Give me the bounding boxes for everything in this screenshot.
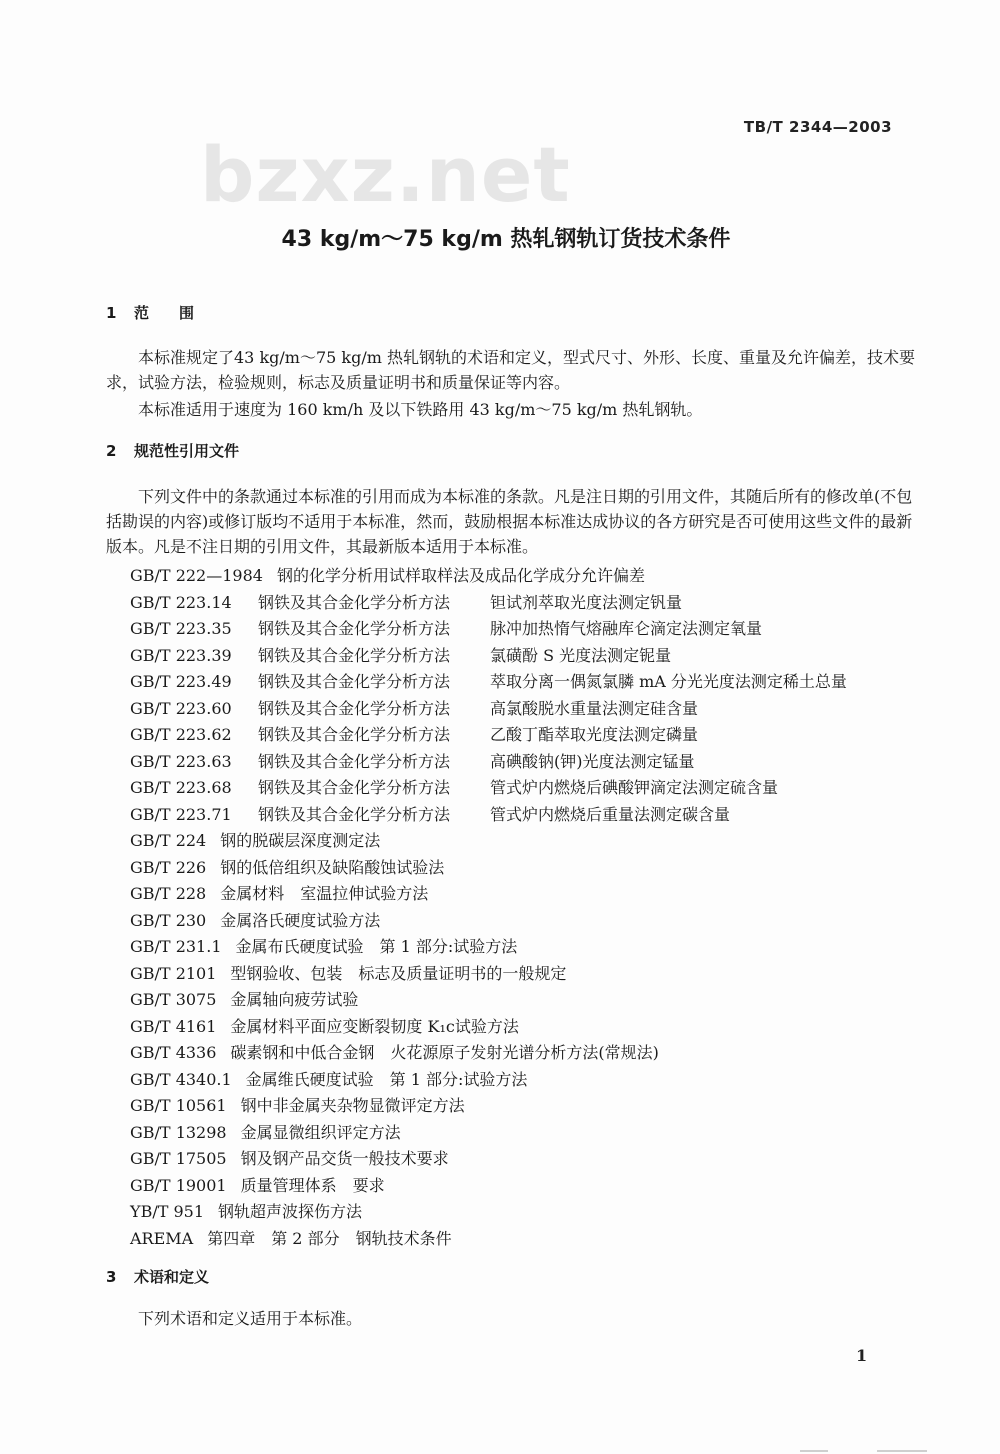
reference-code: YB/T 951 <box>130 1202 205 1221</box>
reference-code: GB/T 222—1984 <box>130 566 263 585</box>
reference-item <box>130 802 920 829</box>
reference-code: GB/T 226 <box>130 857 207 877</box>
section-title: 范 围 <box>134 304 195 322</box>
reference-item <box>130 1093 920 1120</box>
reference-subtitle: 氯磺酚 S 光度法测定铌量 <box>490 645 672 665</box>
reference-title: 钢的脱碳层深度测定法 <box>220 831 381 850</box>
section-number: 3 <box>106 1268 117 1286</box>
reference-item <box>130 1120 920 1147</box>
reference-item <box>130 749 920 776</box>
reference-title: 钢铁及其合金化学分析方法 <box>258 645 451 665</box>
reference-subtitle: 萃取分离一偶氮氯膦 mA 分光光度法测定稀土总量 <box>490 672 847 691</box>
reference-code: GB/T 223.14 <box>130 592 232 612</box>
reference-item <box>130 669 920 696</box>
reference-code: GB/T 223.35 <box>130 619 232 638</box>
reference-subtitle: 乙酸丁酯萃取光度法测定磷量 <box>490 725 699 744</box>
reference-code: GB/T 2101 <box>130 963 217 983</box>
reference-code: GB/T 223.63 <box>130 751 232 771</box>
section-heading-scope <box>106 302 194 323</box>
reference-code: GB/T 17505 <box>130 1149 227 1168</box>
reference-title: 钢的化学分析用试样取样法及成品化学成分允许偏差 <box>276 566 645 585</box>
reference-code: GB/T 223.68 <box>130 778 232 797</box>
reference-item <box>130 855 920 882</box>
page-number: 1 <box>856 1346 868 1365</box>
reference-code: GB/T 228 <box>130 884 207 903</box>
reference-subtitle: 钽试剂萃取光度法测定钒量 <box>490 592 683 612</box>
reference-subtitle: 高碘酸钠(钾)光度法测定锰量 <box>490 751 695 771</box>
reference-title: 金属洛氏硬度试验方法 <box>220 910 381 930</box>
reference-title: 钢轨超声波探伤方法 <box>218 1202 363 1221</box>
references-intro-paragraph: 下列文件中的条款通过本标准的引用而成为本标准的条款。凡是注日期的引用文件，其随后所有的修改单(不包括勘误的内容)或修订版均不适用于本标准，然而，鼓励根据本标准达成协议的各方研究是否可使用这些文件的最新版本。凡是不注日期的引用文件，其最新版本适用于本标准。 <box>106 487 913 556</box>
reference-item <box>130 616 920 643</box>
reference-title: 钢铁及其合金化学分析方法 <box>258 751 451 771</box>
reference-code: GB/T 223.39 <box>130 645 232 665</box>
reference-item <box>130 1040 920 1067</box>
reference-code: GB/T 19001 <box>130 1175 227 1195</box>
reference-item <box>130 722 920 749</box>
reference-item <box>130 881 920 908</box>
reference-title: 钢铁及其合金化学分析方法 <box>258 725 451 744</box>
reference-subtitle: 脉冲加热惰气熔融库仑滴定法测定氧量 <box>490 619 763 638</box>
reference-title: 钢及钢产品交货一般技术要求 <box>240 1149 449 1168</box>
reference-list <box>130 563 920 1252</box>
reference-item <box>130 961 920 988</box>
reference-item <box>130 775 920 802</box>
reference-title: 碳素钢和中低合金钢 火花源原子发射光谱分析方法(常规法) <box>230 1043 659 1062</box>
scope-paragraph-1: 本标准规定了43 kg/m～75 kg/m 热轧钢轨的术语和定义，型式尺寸、外形、长度、重量及允许偏差，技术要求，试验方法，检验规则，标志及质量证明书和质量保证等内容。 <box>106 348 915 392</box>
reference-item <box>130 908 920 935</box>
scan-artifact <box>800 1450 828 1452</box>
reference-item <box>130 590 920 617</box>
standard-code: TB/T 2344—2003 <box>743 118 892 136</box>
reference-item <box>130 1226 920 1253</box>
reference-title: 钢铁及其合金化学分析方法 <box>258 698 451 718</box>
reference-code: GB/T 230 <box>130 910 207 930</box>
reference-item <box>130 1146 920 1173</box>
document-title: 43 kg/m～75 kg/m 热轧钢轨订货技术条件 <box>281 227 731 252</box>
reference-title: 钢铁及其合金化学分析方法 <box>258 619 451 638</box>
reference-title: 钢铁及其合金化学分析方法 <box>258 804 451 824</box>
reference-code: GB/T 231.1 <box>130 937 222 956</box>
section-number: 2 <box>106 442 117 460</box>
reference-item <box>130 1067 920 1094</box>
reference-code: GB/T 223.49 <box>130 672 232 691</box>
reference-subtitle: 高氯酸脱水重量法测定硅含量 <box>490 698 699 718</box>
section-heading-terms-definitions <box>106 1266 209 1287</box>
reference-title: 金属布氏硬度试验 第 1 部分:试验方法 <box>235 937 518 956</box>
reference-title: 钢铁及其合金化学分析方法 <box>258 592 451 612</box>
reference-code: AREMA <box>130 1228 194 1248</box>
reference-item <box>130 643 920 670</box>
reference-item <box>130 934 920 961</box>
reference-title: 金属轴向疲劳试验 <box>230 990 359 1009</box>
reference-code: GB/T 4336 <box>130 1043 217 1062</box>
reference-item <box>130 828 920 855</box>
reference-item <box>130 563 920 590</box>
section-number: 1 <box>106 304 117 322</box>
reference-title: 金属材料平面应变断裂韧度 K₁c试验方法 <box>230 1016 519 1036</box>
reference-item <box>130 987 920 1014</box>
reference-title: 钢铁及其合金化学分析方法 <box>258 778 451 797</box>
scope-paragraph-2: 本标准适用于速度为 160 km/h 及以下铁路用 43 kg/m～75 kg/m 热轧钢轨。 <box>138 400 703 419</box>
reference-subtitle: 管式炉内燃烧后重量法测定碳含量 <box>490 804 731 824</box>
reference-item <box>130 1199 920 1226</box>
scan-artifact <box>877 1450 927 1452</box>
reference-code: GB/T 3075 <box>130 990 217 1009</box>
reference-title: 型钢验收、包装 标志及质量证明书的一般规定 <box>230 963 567 983</box>
reference-code: GB/T 4161 <box>130 1016 217 1036</box>
reference-code: GB/T 223.60 <box>130 698 232 718</box>
reference-title: 金属显微组织评定方法 <box>240 1122 401 1142</box>
reference-title: 金属材料 室温拉伸试验方法 <box>220 884 429 903</box>
reference-code: GB/T 223.62 <box>130 725 232 744</box>
terms-paragraph: 下列术语和定义适用于本标准。 <box>138 1309 363 1328</box>
reference-title: 金属维氏硬度试验 第 1 部分:试验方法 <box>245 1069 528 1089</box>
reference-code: GB/T 13298 <box>130 1122 227 1142</box>
reference-subtitle: 管式炉内燃烧后碘酸钾滴定法测定硫含量 <box>490 778 779 797</box>
section-title: 术语和定义 <box>134 1268 210 1286</box>
reference-title: 钢铁及其合金化学分析方法 <box>258 672 451 691</box>
reference-code: GB/T 224 <box>130 831 207 850</box>
reference-code: GB/T 10561 <box>130 1096 227 1115</box>
reference-title: 钢中非金属夹杂物显微评定方法 <box>240 1096 465 1115</box>
section-title: 规范性引用文件 <box>134 442 240 460</box>
reference-code: GB/T 223.71 <box>130 804 232 824</box>
watermark: bzxz.net <box>200 130 571 219</box>
reference-title: 质量管理体系 要求 <box>240 1175 385 1195</box>
section-heading-normative-references <box>106 440 239 461</box>
reference-item <box>130 696 920 723</box>
reference-title: 第四章 第 2 部分 钢轨技术条件 <box>207 1228 452 1248</box>
reference-title: 钢的低倍组织及缺陷酸蚀试验法 <box>220 857 445 877</box>
reference-item <box>130 1173 920 1200</box>
reference-item <box>130 1014 920 1041</box>
reference-code: GB/T 4340.1 <box>130 1069 232 1089</box>
